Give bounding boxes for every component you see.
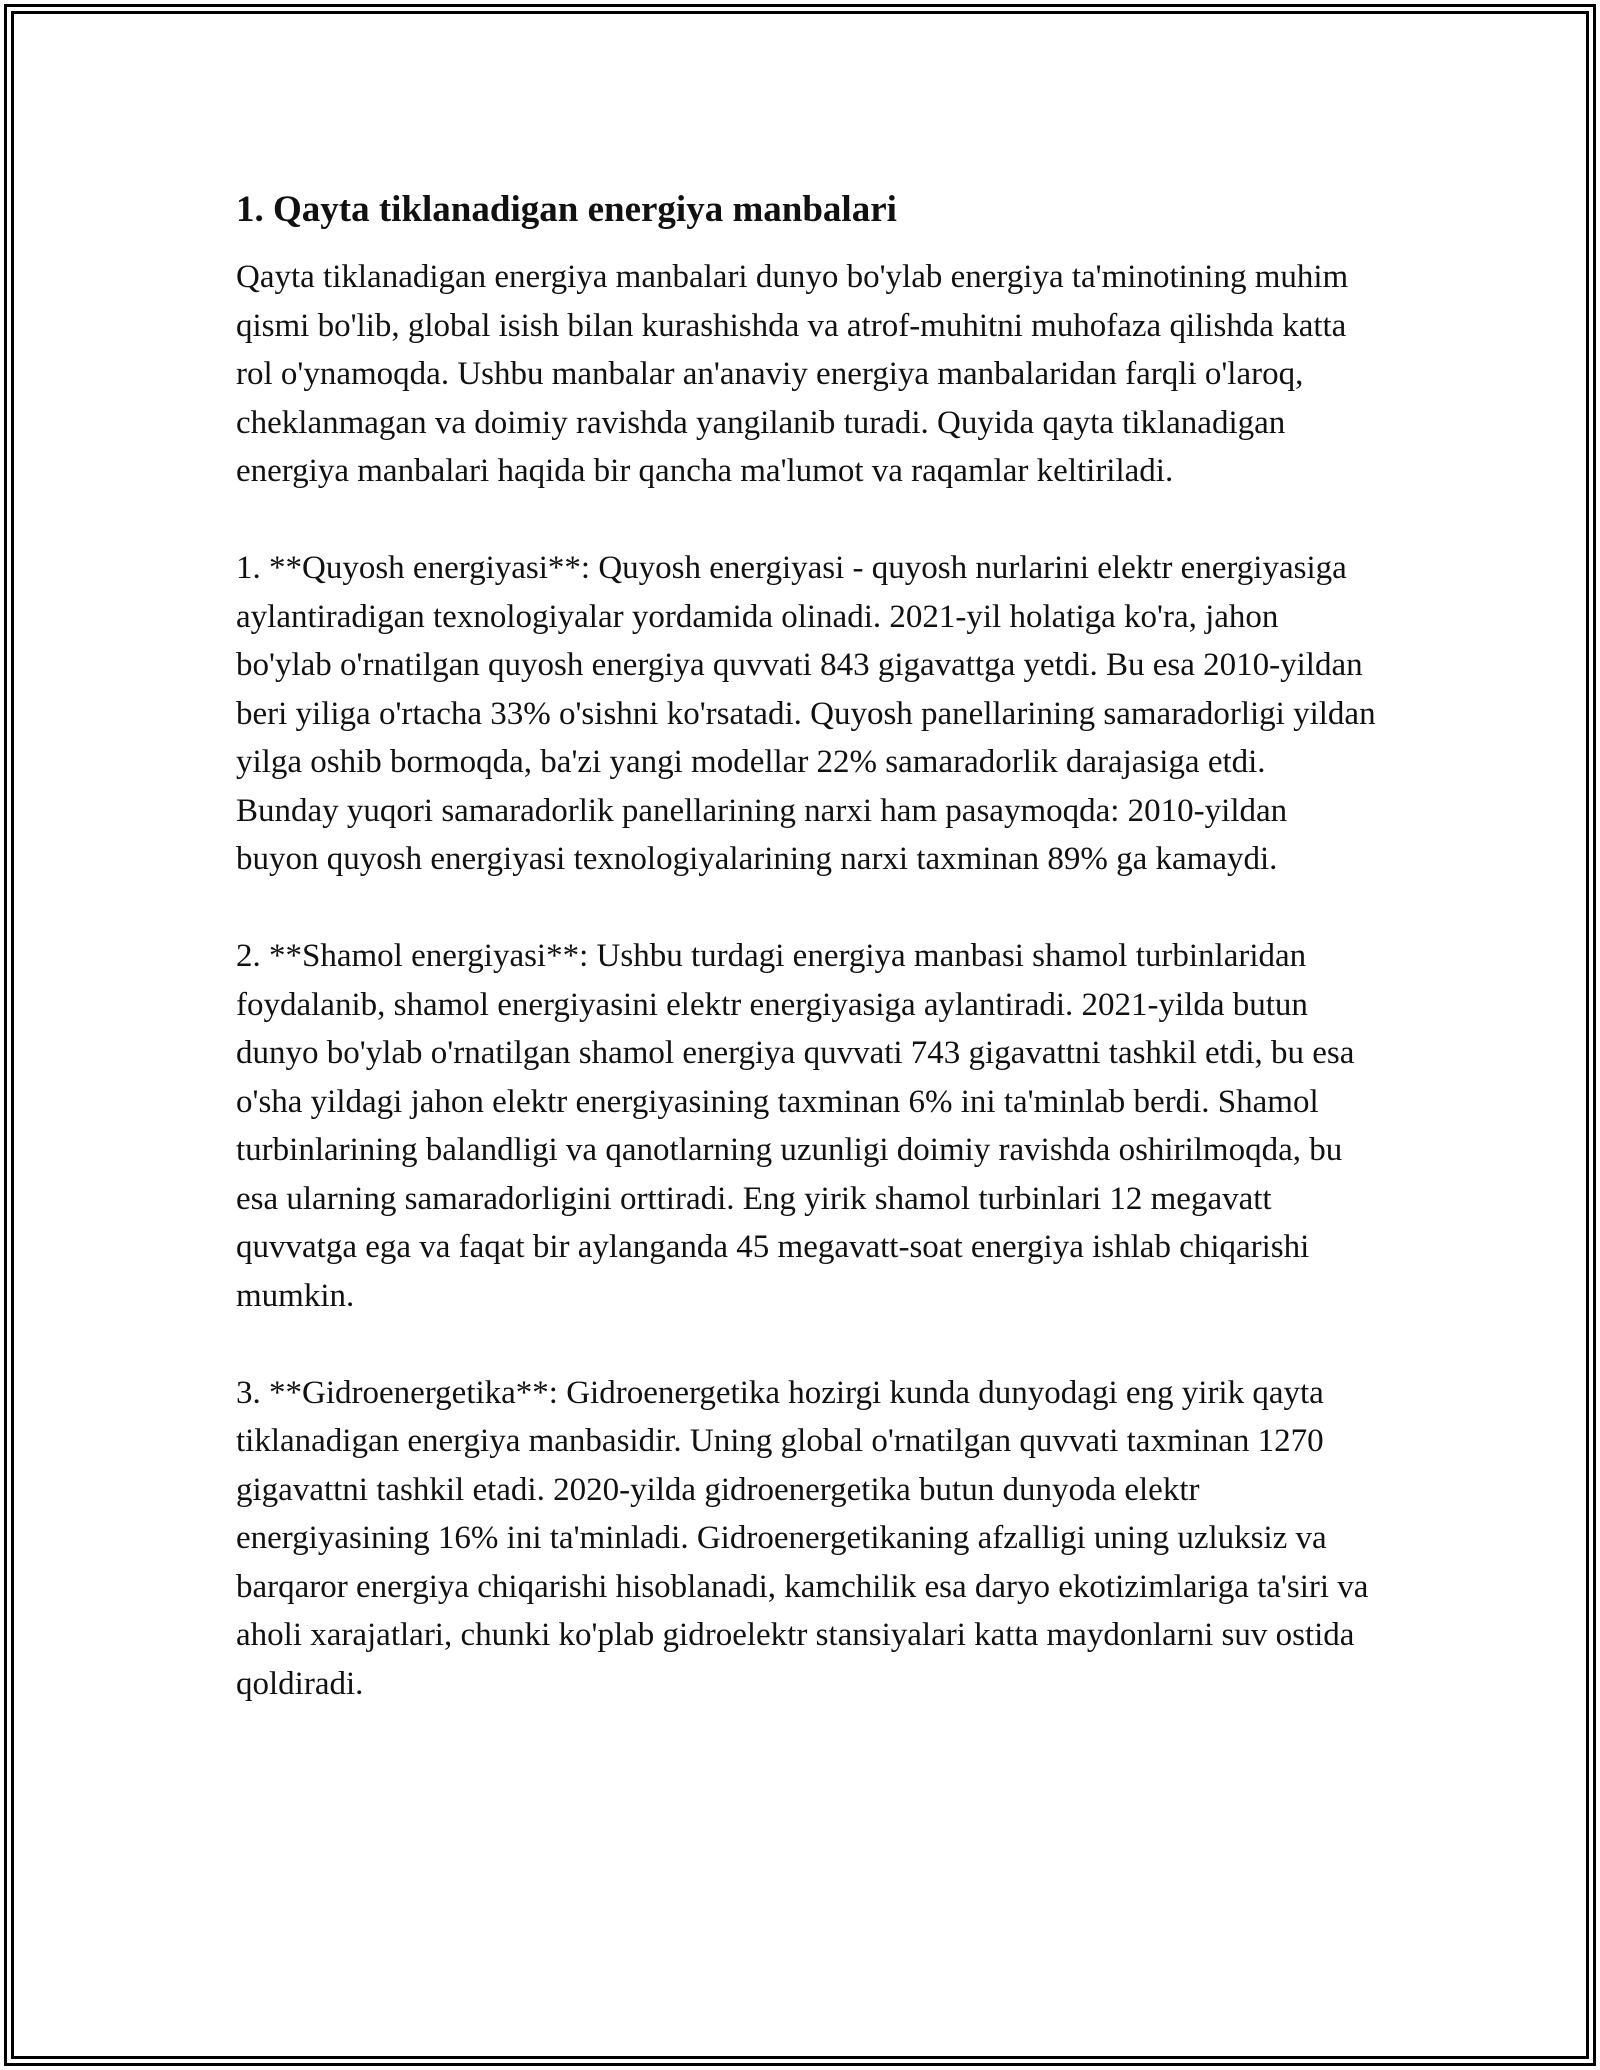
- intro-paragraph: Qayta tiklanadigan energiya manbalari dunyo bo'ylab energiya ta'minotining muhim qismi bo'lib, global isish bilan kurashishda va atrof-muhitni muhofaza qilishda katta rol o'ynamoqda. Ushbu manbalar an'anaviy energiya manbalaridan farqli o'laroq, cheklanmagan va doimiy ravishda yangilanib turadi. Quyida qayta tiklanadigan energiya manbalari haqida bir qancha ma'lumot va raqamlar keltiriladi.: [236, 259, 1349, 489]
- hydropower-paragraph: 3. **Gidroenergetika**: Gidroenergetika hozirgi kunda dunyodagi eng yirik qayta tiklanadigan energiya manbasidir. Uning global o'rnatilgan quvvati taxminan 1270 gigavattni tashkil etadi. 2020-yilda gidroenergetika butun dunyoda elektr energiyasining 16% ini ta'minladi. Gidroenergetikaning afzalligi uning uzluksiz va barqaror energiya chiqarishi hisoblanadi, kamchilik esa daryo ekotizimlariga ta'siri va aholi xarajatlari, chunki ko'plab gidroelektr stansiyalari katta maydonlarni suv ostida qoldiradi.: [236, 1374, 1369, 1702]
- solar-energy-paragraph: 1. **Quyosh energiyasi**: Quyosh energiyasi - quyosh nurlarini elektr energiyasiga aylantiradigan texnologiyalar yordamida olinadi. 2021-yil holatiga ko'ra, jahon bo'ylab o'rnatilgan quyosh energiya quvvati 843 gigavattga yetdi. Bu esa 2010-yildan beri yiliga o'rtacha 33% o'sishni ko'rsatadi. Quyosh panellarining samaradorligi yildan yilga oshib bormoqda, ba'zi yangi modellar 22% samaradorlik darajasiga etdi. Bunday yuqori samaradorlik panellarining narxi ham pasaymoqda: 2010-yildan buyon quyosh energiyasi texnologiyalarining narxi taxminan 89% ga kamaydi.: [236, 550, 1376, 877]
- document-body: [236, 186, 1376, 1708]
- wind-energy-paragraph: 2. **Shamol energiyasi**: Ushbu turdagi energiya manbasi shamol turbinlaridan foydalanib, shamol energiyasini elektr energiyasiga aylantiradi. 2021-yilda butun dunyo bo'ylab o'rnatilgan shamol energiya quvvati 743 gigavattni tashkil etdi, bu esa o'sha yildagi jahon elektr energiyasining taxminan 6% ini ta'minlab berdi. Shamol turbinlarining balandligi va qanotlarning uzunligi doimiy ravishda oshirilmoqda, bu esa ularning samaradorligini orttiradi. Eng yirik shamol turbinlari 12 megavatt quvvatga ega va faqat bir aylanganda 45 megavatt-soat energiya ishlab chiqarishi mumkin.: [236, 938, 1355, 1314]
- document-title: 1. Qayta tiklanadigan energiya manbalari: [236, 189, 897, 230]
